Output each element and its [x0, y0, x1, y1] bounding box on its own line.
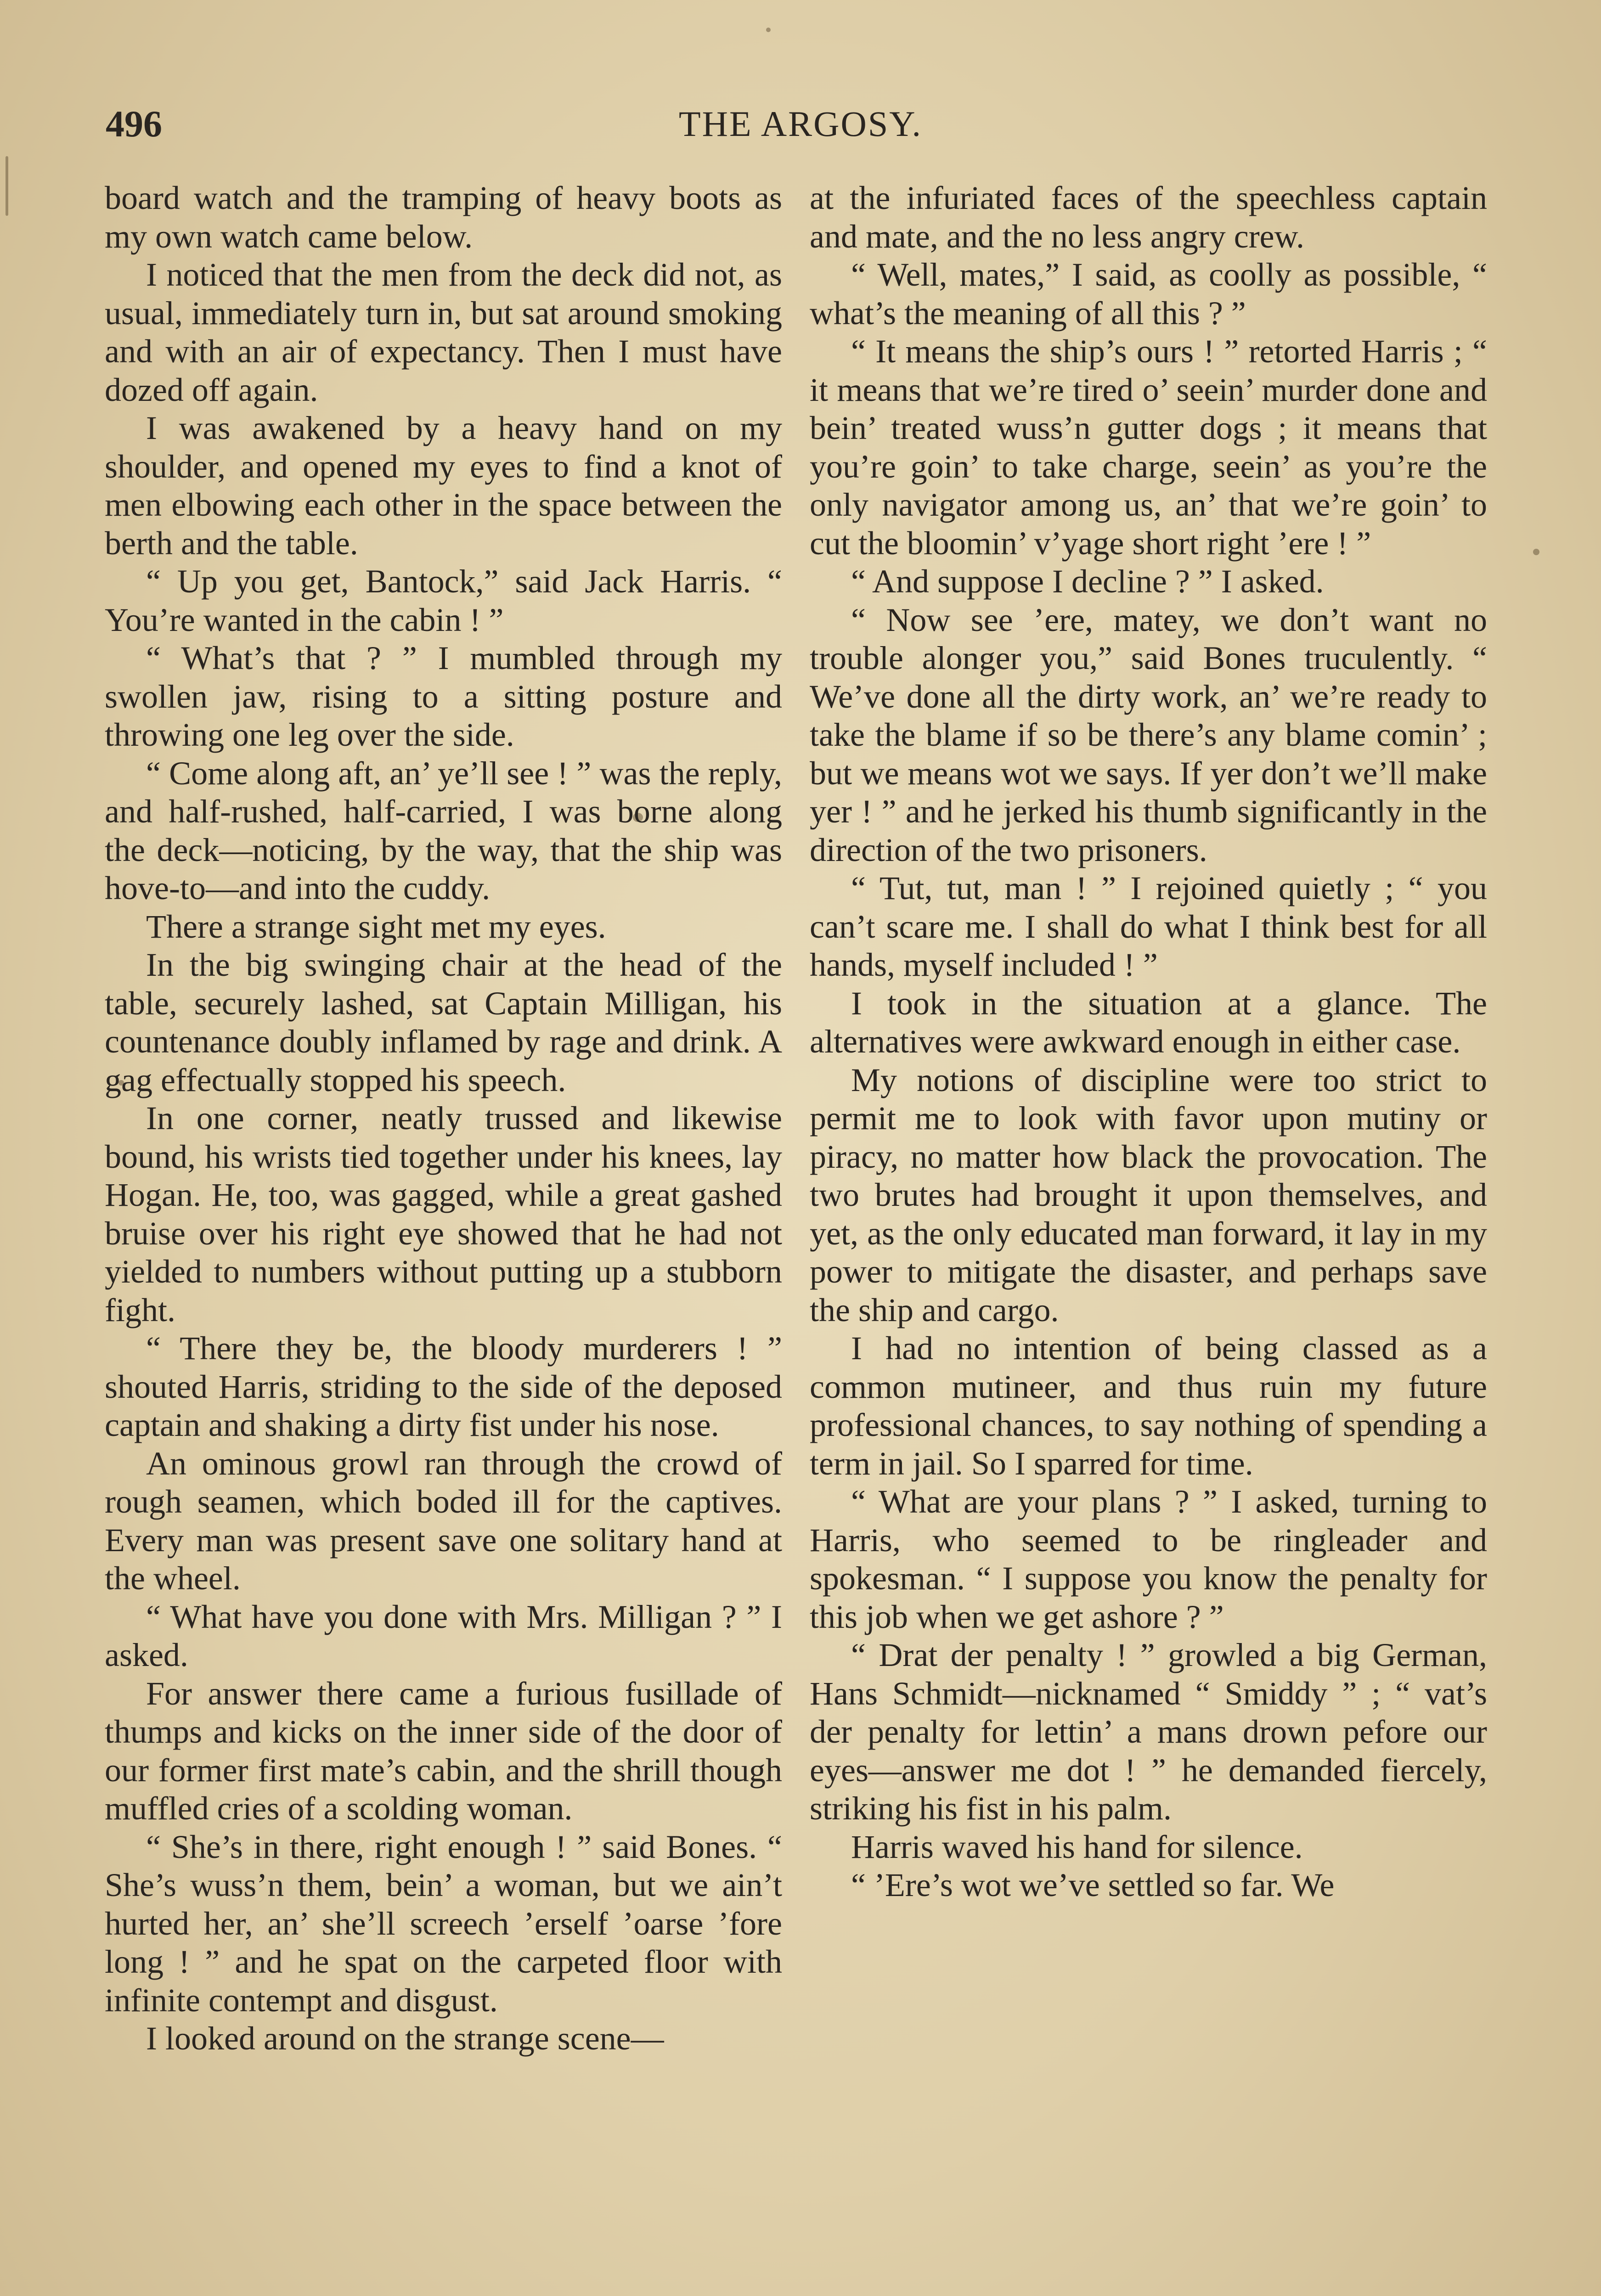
paragraph: at the infuriated faces of the speechless captain and mate, and the no less angry crew.: [810, 180, 1487, 255]
paragraph: I had no intention of being classed as a common mutineer, and thus ruin my future professional chances, to say nothing of spending a term in jail. So I sparred for time.: [810, 1330, 1487, 1482]
paragraph: “ And suppose I decline ? ” I asked.: [851, 563, 1324, 600]
ink-spot: [766, 28, 771, 32]
paragraph: “ Come along aft, an’ ye’ll see ! ” was the reply, and half-rushed, half-carried, I was borne along the deck—noticing, by the way, that the ship was hove-to—and into the cuddy.: [105, 754, 782, 906]
paragraph: There a strange sight met my eyes.: [146, 908, 606, 945]
paragraph: “ What have you done with Mrs. Milligan ? ” I asked.: [105, 1598, 782, 1673]
paragraph: Harris waved his hand for silence.: [851, 1828, 1303, 1865]
paragraph: My notions of discipline were too strict to permit me to look with favor upon mutiny or piracy, no matter how black the provocation. The two brutes had brought it upon themselves, and yet, as the only educated man forward, it lay in my power to mitigate the disaster, and perhaps save the ship and cargo.: [810, 1061, 1487, 1328]
paragraph: I was awakened by a heavy hand on my shoulder, and opened my eyes to find a knot of men elbowing each other in the space between the berth and the table.: [105, 410, 782, 562]
paragraph: “ What’s that ? ” I mumbled through my swollen jaw, rising to a sitting posture and throwing one leg over the side.: [105, 640, 782, 753]
page-header: [106, 99, 1495, 149]
paragraph: In the big swinging chair at the head of the table, securely lashed, sat Captain Milligan, his countenance doubly inflamed by rage and drink. A gag effectually stopped his speech.: [105, 946, 782, 1098]
paragraph: For answer there came a furious fusillade of thumps and kicks on the inner side of the door of our former first mate’s cabin, and the shrill though muffled cries of a scolding woman.: [105, 1675, 782, 1827]
ink-spot: [6, 156, 8, 216]
paragraph: “ Well, mates,” I said, as coolly as possible, “ what’s the meaning of all this ? ”: [810, 256, 1487, 332]
paragraph: “ There they be, the bloody murderers ! ” shouted Harris, striding to the side of the deposed captain and shaking a dirty fist under his nose.: [105, 1330, 782, 1443]
running-head: THE ARGOSY.: [679, 104, 922, 144]
paragraph: I noticed that the men from the deck did not, as usual, immediately turn in, but sat around smoking and with an air of expectancy. Then I must have dozed off again.: [105, 256, 782, 408]
paragraph: I looked around on the strange scene—: [146, 2020, 664, 2057]
paragraph: “ Tut, tut, man ! ” I rejoined quietly ; “ you can’t scare me. I shall do what I think best for all hands, myself included ! ”: [810, 870, 1487, 983]
paragraph: “ Now see ’ere, matey, we don’t want no trouble alonger you,” said Bones truculently. “ We’ve done all the dirty work, an’ we’re ready to take the blame if so be there’s any blame comin’ ; but we means wot we says. If yer don’t we’ll make yer ! ” and he jerked his thumb significantly in the direction of the two prisoners.: [810, 601, 1487, 868]
paragraph: “ She’s in there, right enough ! ” said Bones. “ She’s wuss’n them, bein’ a woman, but we ain’t hurted her, an’ she’ll screech ’erself ’oarse ’fore long ! ” and he spat on the carpeted floor with infinite contempt and disgust.: [105, 1828, 782, 2019]
paragraph: “ ’Ere’s wot we’ve settled so far. We: [851, 1867, 1335, 1903]
paragraph: In one corner, neatly trussed and likewise bound, his wrists tied together under his knees, lay Hogan. He, too, was gagged, while a great gashed bruise over his right eye showed that he had not yielded to numbers without putting up a stubborn fight.: [105, 1100, 782, 1328]
ink-spot: [1533, 549, 1539, 555]
right-column: [810, 179, 1487, 2296]
left-column: [105, 179, 782, 2296]
page-number: 496: [106, 103, 162, 145]
text-columns: [105, 179, 1487, 2296]
paragraph: An ominous growl ran through the crowd of rough seamen, which boded ill for the captives. Every man was present save one solitary hand at the wheel.: [105, 1445, 782, 1597]
paragraph: “ Up you get, Bantock,” said Jack Harris. “ You’re wanted in the cabin ! ”: [105, 563, 782, 638]
paragraph: “ It means the ship’s ours ! ” retorted Harris ; “ it means that we’re tired o’ seein’ murder done and bein’ treated wuss’n gutter dogs ; it means that you’re goin’ to take charge, seein’ as you’re the only navigator among us, an’ that we’re goin’ to cut the bloomin’ v’yage short right ’ere ! ”: [810, 333, 1487, 562]
paragraph: I took in the situation at a glance. The alternatives were awkward enough in either case.: [810, 985, 1487, 1060]
paragraph: “ Drat der penalty ! ” growled a big German, Hans Schmidt—nicknamed “ Smiddy ” ; “ vat’s der penalty for lettin’ a mans drown pefore our eyes—answer me dot ! ” he demanded fiercely, striking his fist in his palm.: [810, 1637, 1487, 1827]
paragraph: “ What are your plans ? ” I asked, turning to Harris, who seemed to be ringleader and spokesman. “ I suppose you know the penalty for this job when we get ashore ? ”: [810, 1483, 1487, 1635]
paragraph: board watch and the tramping of heavy boots as my own watch came below.: [105, 180, 782, 255]
